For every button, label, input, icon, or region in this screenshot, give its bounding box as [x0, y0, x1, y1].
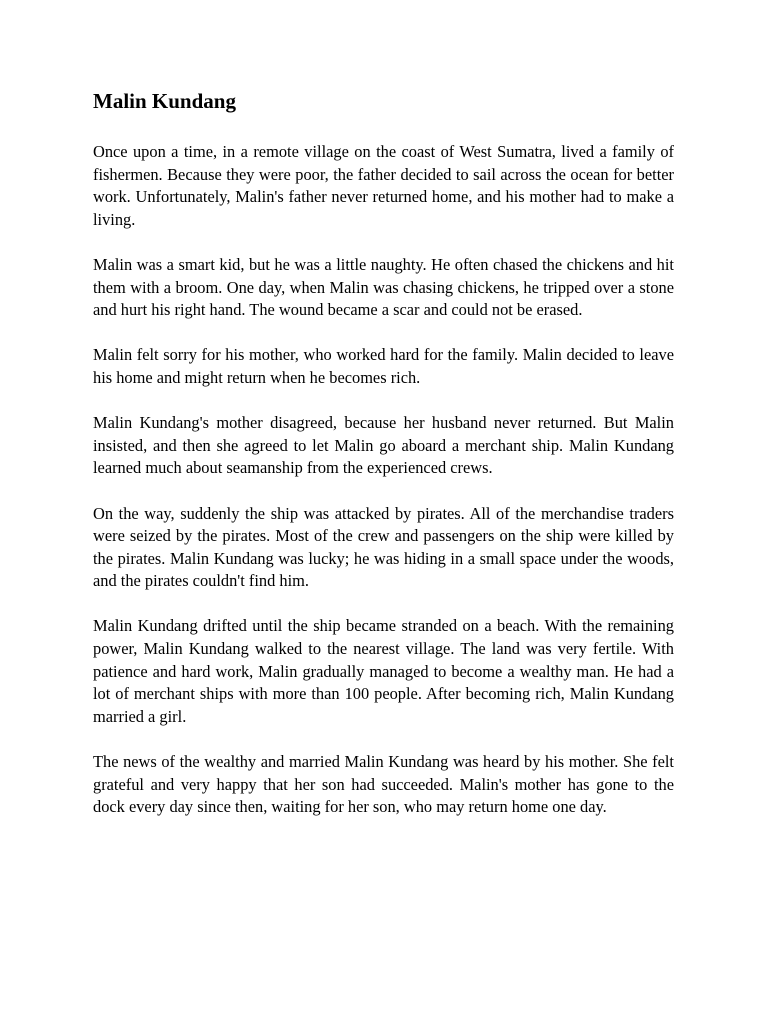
document-page [93, 88, 674, 841]
document-title: Malin Kundang [93, 89, 236, 113]
paragraph-3: Malin felt sorry for his mother, who worked hard for the family. Malin decided to leave his home and might return when he becomes rich. [93, 345, 674, 387]
paragraph-2: Malin was a smart kid, but he was a little naughty. He often chased the chickens and hit them with a broom. One day, when Malin was chasing chickens, he tripped over a stone and hurt his right hand. The wound became a scar and could not be erased. [93, 254, 674, 320]
paragraph-1: Once upon a time, in a remote village on the coast of West Sumatra, lived a family of fishermen. Because they were poor, the father decided to sail across the ocean for better work. Unfortunately, Malin's father never returned home, and his mother had to make a living. [93, 142, 674, 229]
paragraph-6: Malin Kundang drifted until the ship became stranded on a beach. With the remaining power, Malin Kundang walked to the nearest village. The land was very fertile. With patience and hard work, Malin gradually managed to become a wealthy man. He had a lot of merchant ships with more than 100 people. After becoming rich, Malin Kundang married a girl. [93, 616, 674, 726]
paragraph-5: On the way, suddenly the ship was attacked by pirates. All of the merchandise traders were seized by the pirates. Most of the crew and passengers on the ship were killed by the pirates. Malin Kundang was lucky; he was hiding in a small space under the woods, and the pirates couldn't find him. [93, 503, 674, 591]
paragraph-4: Malin Kundang's mother disagreed, because her husband never returned. But Malin insisted, and then she agreed to let Malin go aboard a merchant ship. Malin Kundang learned much about seamanship from the experienced crews. [93, 413, 674, 478]
paragraph-7: The news of the wealthy and married Malin Kundang was heard by his mother. She felt grateful and very happy that her son had succeeded. Malin's mother has gone to the dock every day since then, waiting for her son, who may return home one day. [93, 752, 674, 817]
